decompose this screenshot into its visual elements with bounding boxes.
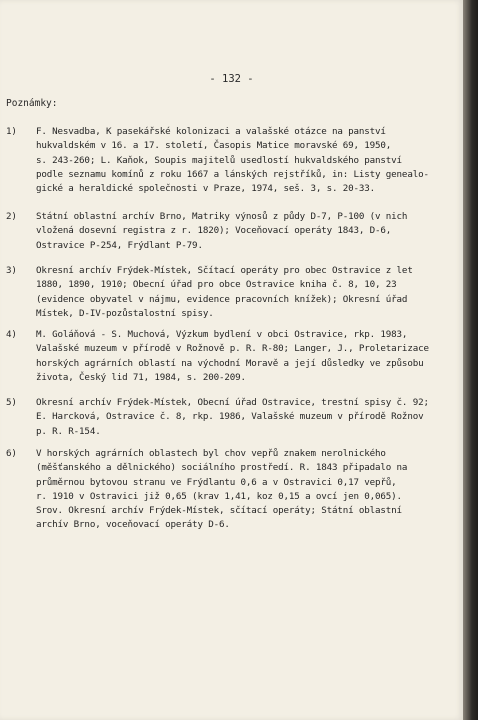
- note-line: p. R. R-154.: [36, 425, 101, 437]
- note-line: 1880, 1890, 1910; Obecní úřad pro obce Ostravice kniha č. 8, 10, 23: [36, 279, 397, 291]
- note-line: archív Brno, voceňovací operáty D-6.: [36, 519, 230, 531]
- note-4: [6, 328, 456, 385]
- note-line: hukvaldském v 16. a 17. století, Časopis Matice moravské 69, 1950,: [36, 140, 392, 152]
- note-line: podle seznamu komínů z roku 1667 a lánských rejstříků, in: Listy genealo-: [36, 168, 429, 180]
- note-line: průměrnou bytovou stranu ve Frýdlantu 0,6 a v Ostravici 0,17 vepřů,: [36, 476, 397, 488]
- note-line: r. 1910 v Ostravici již 0,65 (krav 1,41, koz 0,15 a ovcí jen 0,065).: [36, 490, 402, 502]
- note-line: gické a heraldické společnosti v Praze, 1974, seš. 3, s. 20-33.: [36, 183, 376, 195]
- note-line: Ostravice P-254, Frýdlant P-79.: [36, 239, 203, 251]
- note-line: Okresní archív Frýdek-Místek, Sčítací operáty pro obec Ostravice z let: [36, 265, 413, 276]
- note-number: 3): [6, 265, 17, 276]
- note-line: vložená dosevní registra z r. 1820); Voceňovací operáty 1843, D-6,: [36, 225, 392, 237]
- note-line: života, Český lid 71, 1984, s. 200-209.: [36, 371, 246, 383]
- note-line: horských agrárních oblastí na východní Moravě a její důsledky ve způsobu: [36, 357, 424, 369]
- note-1: [6, 125, 456, 196]
- note-line: F. Nesvadba, K pasekářské kolonizaci a valašské otázce na panství: [36, 126, 386, 137]
- note-number: 6): [6, 448, 17, 459]
- note-line: (evidence obyvatel v nájmu, evidence pracovních knížek); Okresní úřad: [36, 293, 408, 305]
- note-line: E. Harcková, Ostravice č. 8, rkp. 1986, Valašské muzeum v přírodě Rožnov: [36, 411, 424, 423]
- page-number: - 132 -: [209, 73, 254, 85]
- note-line: M. Goláňová - S. Muchová, Výzkum bydlení v obci Ostravice, rkp. 1983,: [36, 329, 408, 340]
- note-line: Okresní archív Frýdek-Místek, Obecní úřad Ostravice, trestní spisy č. 92;: [36, 397, 429, 408]
- note-line: Valašské muzeum v přírodě v Rožnově p. R. R-80; Langer, J., Proletarizace: [36, 343, 429, 355]
- note-2: [6, 210, 456, 253]
- note-3: [6, 264, 456, 321]
- note-number: 5): [6, 397, 17, 408]
- notes-heading: Poznámky:: [6, 98, 58, 109]
- note-5: [6, 396, 456, 439]
- note-line: Srov. Okresní archív Frýdek-Místek, sčítací operáty; Státní oblastní: [36, 505, 402, 517]
- book-binding: [463, 0, 478, 720]
- note-line: V horských agrárních oblastech byl chov vepřů znakem nerolnického: [36, 448, 386, 459]
- note-line: (měšťanského a dělnického) sociálního prostředí. R. 1843 připadalo na: [36, 462, 408, 474]
- note-number: 2): [6, 211, 17, 222]
- note-number: 4): [6, 329, 17, 340]
- note-number: 1): [6, 126, 17, 137]
- note-line: Státní oblastní archív Brno, Matriky výnosů z půdy D-7, P-100 (v nich: [36, 211, 408, 222]
- note-line: Místek, D-IV-pozůstalostní spisy.: [36, 307, 214, 319]
- note-line: s. 243-260; L. Kaňok, Soupis majitelů usedlostí hukvaldského panství: [36, 154, 402, 166]
- note-6: [6, 447, 456, 533]
